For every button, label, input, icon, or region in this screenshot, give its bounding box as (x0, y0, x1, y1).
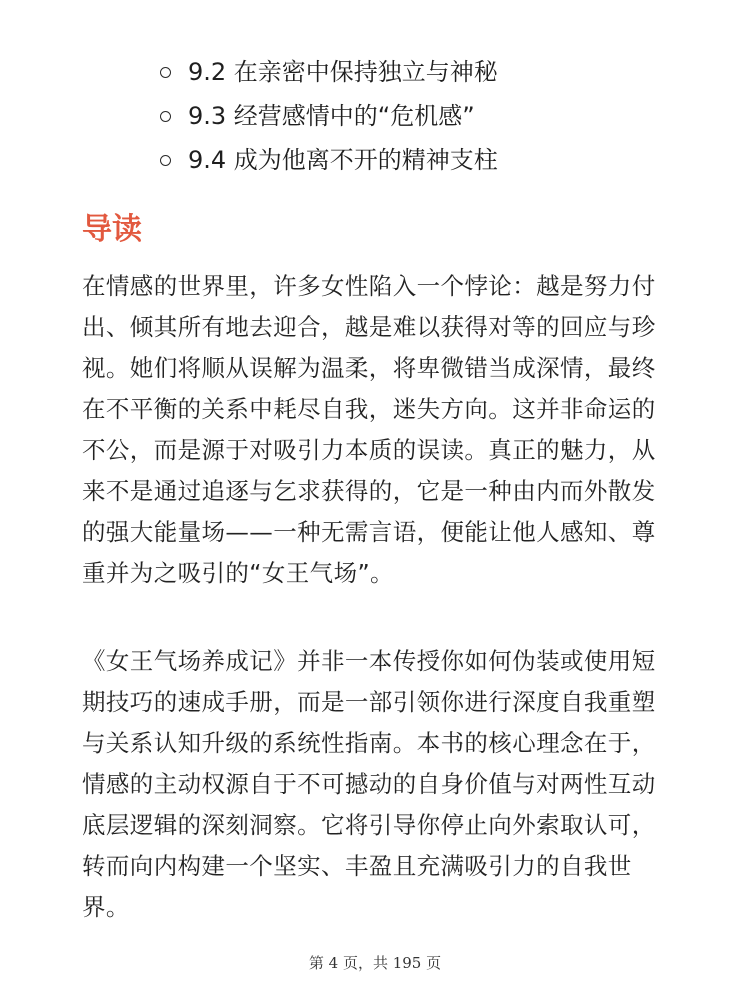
toc-item (160, 50, 498, 94)
hollow-circle-bullet-icon (160, 67, 171, 78)
hollow-circle-bullet-icon (160, 111, 171, 122)
body-paragraph: 《女王气场养成记》并非一本传授你如何伪装或使用短期技巧的速成手册，而是一部引领你进行深度自我重塑与关系认知升级的系统性指南。本书的核心理念在于，情感的主动权源自于不可撼动的自身价值与对两性互动底层逻辑的深刻洞察。它将引导你停止向外索取认可，转而向内构建一个坚实、丰盈且充满吸引力的自我世界。 (82, 647, 656, 921)
section-heading: 导读 (82, 212, 142, 247)
page-number-footer: 第 4 页，共 195 页 (308, 954, 442, 972)
toc-item-label: 9.4 成为他离不开的精神支柱 (188, 146, 498, 174)
toc-item-label: 9.2 在亲密中保持独立与神秘 (188, 58, 498, 86)
toc-item-label: 9.3 经营感情中的“危机感” (188, 102, 475, 130)
table-of-contents (160, 50, 498, 182)
hollow-circle-bullet-icon (160, 155, 171, 166)
toc-item (160, 94, 498, 138)
body-paragraph: 在情感的世界里，许多女性陷入一个悖论：越是努力付出、倾其所有地去迎合，越是难以获得对等的回应与珍视。她们将顺从误解为温柔，将卑微错当成深情，最终在不平衡的关系中耗尽自我，迷失方向。这并非命运的不公，而是源于对吸引力本质的误读。真正的魅力，从来不是通过追逐与乞求获得的，它是一种由内而外散发的强大能量场——一种无需言语，便能让他人感知、尊重并为之吸引的“女王气场”。 (82, 272, 656, 587)
toc-item (160, 138, 498, 182)
